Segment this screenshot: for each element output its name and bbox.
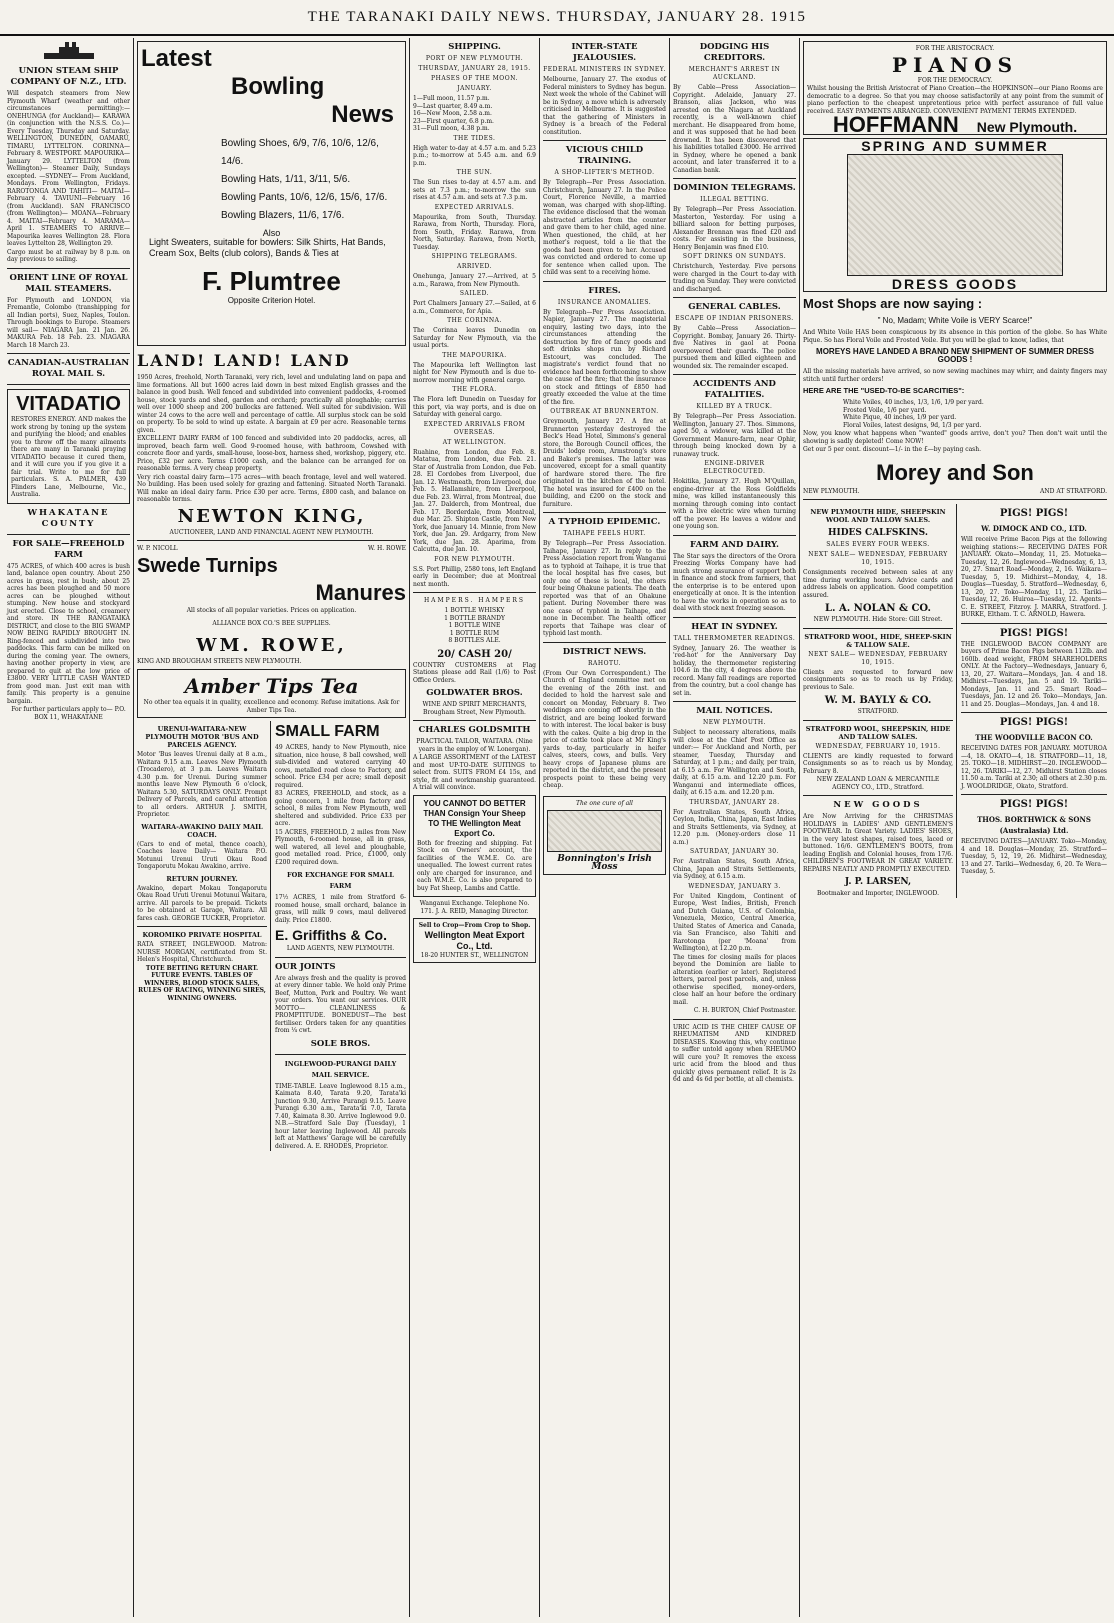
bowling-heading: Bowling <box>231 73 325 100</box>
larsen-name: J. P. LARSEN, <box>844 877 912 887</box>
wm-rowe: WM. ROWE, <box>196 634 347 656</box>
cash-price: 20/ CASH 20/ <box>437 648 512 660</box>
wednesday-body: For United Kingdom, Continent of Europe, West Indies, British, French and Dutch Guiana, U.S. of Colombia, Venezuela, Mexico, Central America, United States of America and Canada, via San Francisco, also Tahiti and Rarotonga (per 'Moana' from Wellington), at 12.20 p.m. <box>673 892 796 952</box>
price-item: Frosted Voile, 1/6 per yard. <box>843 406 927 414</box>
escape-subtitle: ESCAPE OF INDIAN PRISONERS. <box>675 315 794 322</box>
wellington-meat-ad <box>413 918 536 963</box>
moon-row: 23—First quarter, 6.8 p.m. <box>413 117 494 125</box>
sun-body: The Sun rises to-day at 4.57 a.m. and sets at 7.3 p.m.; to-morrow the sun rises at 4.57 a.m. and sets at 7.3 p.m. <box>413 179 536 201</box>
farm-dairy-title: FARM AND DAIRY. <box>690 539 779 550</box>
mail-body: Subject to necessary alterations, mails will close at the Chief Post Office as under:— For Auckland and North, per steamer, Tuesday, Thursday and Saturday, at 1 p.m.; and daily, per train, at 6.15 a.m. For Wellington and South, daily, at 6.15 a.m. and 12.20 p.m. For Wanganui and intermediate offices, daily, at 6.15 a.m. and 12.20 p.m. <box>673 729 796 796</box>
hides-title: HIDES CALFSKINS. <box>828 528 928 538</box>
new-goods-title: NEW GOODS <box>833 800 923 810</box>
return-title: RETURN JOURNEY. <box>166 874 238 883</box>
small-farm-15: 15 ACRES, FREEHOLD, 2 miles from New Plymouth, 6-roomed house, all in grass, well watered, all level and ploughable, good metalled road. Price, £1000, only £200 required down. <box>275 828 406 866</box>
killed-body: By Telegraph—Per Press Association. Wellington, January 27. Thos. Simmons, aged 50, a widower, was killed at the Government Manure-farm, near Ophir, through being knocked down by a runaway truck. <box>673 413 796 458</box>
brunnerton-subtitle: OUTBREAK AT BRUNNERTON. <box>550 408 659 415</box>
news-heading: News <box>331 101 394 128</box>
koromiko-body: RATA STREET, INGLEWOOD. Matron: NURSE MORGAN, certificated from St. Helen's Hospital, Christchurch. <box>137 941 267 963</box>
bowling-items <box>141 135 402 225</box>
amber-tips-title: Amber Tips Tea <box>184 674 359 698</box>
lady-illustration <box>847 154 1063 276</box>
sailed-body: Port Chalmers January 27.—Sailed, at 6 a.m., Commerce, for Apia. <box>413 300 536 315</box>
moon-row: 9—Last quarter, 8.49 a.m. <box>413 102 493 110</box>
column-5 <box>670 38 800 1617</box>
irish-moss-ad <box>543 796 666 876</box>
column-3 <box>410 38 540 1617</box>
telegrams-title: SHIPPING TELEGRAMS. <box>431 253 518 260</box>
dimock-name: W. DIMOCK AND CO., LTD. <box>981 524 1087 533</box>
price-list <box>803 399 1107 429</box>
uric-ad: URIC ACID IS THE CHIEF CAUSE OF RHEUMATISM AND KINDRED DISEASES. Knowing this, why continue to suffer untold agony when RHEUMO will cure you? It removes the excess uric acid from the blood and thus quickly gives permanent relief. It is 2s 6d and 4s 6d per bottle, at all chemists. <box>673 1023 796 1083</box>
democracy-label: FOR THE DEMOCRACY. <box>917 76 993 84</box>
country-note: COUNTRY CUSTOMERS at Flag Stations please add Rail (1/6) to Post Office Orders. <box>413 661 536 684</box>
dodging-body: By Cable—Press Association—Copyright. Adelaide, January 27. Branson, alias Jackson, who was arrested on the Niagara at Auckland recently, is a well-known chief merchant. He disappeared from home, and it was supposed that he had been drowned. It has been discovered that his liabilities totalled £3000. He arrived in Sydney, where he opened a bank account, and later transferred it to a Canadian bank. <box>673 84 796 174</box>
overseas-title: EXPECTED ARRIVALS FROM OVERSEAS. <box>423 420 526 436</box>
corinna-title: THE CORINNA. <box>447 317 502 324</box>
stratford-sales2-title: STRATFORD WOOL, SHEEPSKIN, HIDE AND TALLOW SALES. <box>805 724 951 741</box>
masthead: THE TARANAKI DAILY NEWS. THURSDAY, JANUARY 28. 1915 <box>0 0 1114 36</box>
arrived-body: Onehunga, January 27.—Arrived, at 5 a.m., Rarawa, from New Plymouth. <box>413 273 536 288</box>
scarcities-title: HERE ARE THE "USED-TO-BE SCARCITIES": <box>803 386 965 395</box>
sales-every: SALES EVERY FOUR WEEKS. <box>826 541 930 548</box>
tote-chart: TOTE BETTING RETURN CHART. FUTURE EVENTS. TABLES OF WINNERS, BLOOD STOCK SALES, RULES OF RACING, WINNING SIRES, WINNING OWNERS. <box>138 964 266 1002</box>
farm-title: FOR SALE—FREEHOLD FARM <box>12 538 125 560</box>
corinna-body: The Corinna leaves Dunedin on Saturday for New Plymouth, via the usual ports. <box>413 327 536 349</box>
vicious-title: VICIOUS CHILD TRAINING. <box>565 145 644 166</box>
heat-body: Sydney, January 26. The weather is 'red-hot' for the Anniversary Day holiday, the thermometer registering 104.6 in the city, 4 degrees above the record. Many fall readings are reported from the country, but a cool change has set in. <box>673 644 796 697</box>
griffiths-sub: LAND AGENTS, NEW PLYMOUTH. <box>286 945 395 952</box>
rowe-address: KING AND BROUGHAM STREETS NEW PLYMOUTH. <box>137 657 302 665</box>
bowling-item: Bowling Hats, 1/11, 3/11, 5/6. <box>221 174 351 185</box>
illegal-subtitle: ILLEGAL BETTING. <box>700 196 769 203</box>
plumtree-sub: Opposite Criterion Hotel. <box>227 296 316 305</box>
joints-body: Are always fresh and the quality is proved at every dinner table. We hold only Prime Beef, Mutton, Pork and Poultry. We want your orders. You want our services. OUR MOTTO— CLEANLINESS & PROMPTITUDE. BONEDUST—The best fertiliser. Orders taken for any quantities from ¼ cwt. <box>275 974 406 1034</box>
sun-title: THE SUN. <box>456 169 493 176</box>
moon-month: JANUARY. <box>457 85 492 92</box>
union-title: UNION STEAM SHIP COMPANY OF N.Z., LTD. <box>10 66 127 87</box>
thursday-body: For Australian States, South Africa, Ceylon, India, China, Japan, East Indies and Straits Settlements, via Sydney, at 12.20 p.m. (Money-orders close 11 a.m.) <box>673 808 796 846</box>
land-body-2: EXCELLENT DAIRY FARM of 100 fenced and subdivided into 20 paddocks, acres, all improved, beach farm well. Good 9-roomed house, with bathroom, Cowshed with concrete floor and yards, small-house, loose-box, harness shed, workshop, piggery, etc. Price, £32 per acre. Terms £1000 cash, and the balance can be arranged for on reasonable terms. A very cheap property. <box>137 435 406 472</box>
alliance-note: ALLIANCE BOX CO.'S BEE SUPPLIES. <box>212 620 331 627</box>
consign-body: Consignments received between sales at any time during working hours. Advice cards and address labels on application. Good competition assured. <box>803 569 953 599</box>
sailed-title: SAILED. <box>459 290 490 297</box>
joints-title: OUR JOINTS <box>275 961 336 972</box>
canadian-title: CANADIAN-AUSTRALIAN ROYAL MAIL S. <box>7 358 130 379</box>
small-farm-17: 17½ ACRES, 1 mile from Stratford 6-roomed house, small orchard, balance in grass, will milk 9 cows, maul delivered daily. Price £1800. <box>275 894 406 924</box>
farm-body: 475 ACRES, of which 400 acres is bush land, balance open country. About 250 acres in grass, rest in bush; about 25 acres has been ploughed and 50 more acres can be ploughed without stumping. New house and stockyard just erected. Close to school, creamery and store. IN THE RANGATAIKA DISTRICT, and close to the BIG SWAMP NOW BEING RAPIDLY BROUGHT IN. Ring-fenced and subdivided into two paddocks. This farm can be milked on during the coming year. The owners, having another property in view, are prepared to quit at the low price of £3800. VERY LITTLE CASH WANTED from good man. Just exit man with family. This property is a genuine bargain. <box>7 562 130 705</box>
land-body-1: 1950 Acres, freehold, North Taranaki, very rich, level and undulating land on papa and lime formations. All but 1600 acres laid down in best mixed English grasses and the balance in good bush. Well fenced and subdivided into convenient paddocks, 4-roomed house, stock yards and shed, garden and orchard; practically all ploughable; carries well over 1000 sheep and 200 bullocks are fattened. Well suited for subdivision. Will winter 24 cows to the acre well and percentage of cattle. All surplus stock can be sold on property. To be sold to wind up estate. A bargain at £9 per acre. Reasonable terms given. <box>137 374 406 434</box>
column-6 <box>800 38 1110 1617</box>
farm-dairy-body: The Star says the directors of the Orora Freezing Works Company have had much strong assurance of support both in finance and stock from farmers, that the enterprise is to be entered upon energetically at once. It is the intention to have the works in operation so as to deal with stock next freezing season. <box>673 552 796 612</box>
saturday-subtitle: SATURDAY, JANUARY 30. <box>689 848 780 855</box>
wednesday-subtitle: WEDNESDAY, JANUARY 3. <box>688 882 781 890</box>
shipping-title: SHIPPING. <box>448 42 501 52</box>
sales-column <box>803 504 957 898</box>
heat-title: HEAT IN SYDNEY. <box>691 621 778 632</box>
overseas-body: Ruahine, from London, due Feb. 8. Matatua, from London, due Feb. 21. Star of Australia from London, due Feb. 28. El Cordobes from Liverpool, due Jan. 12. Westmeath, from Liverpool, due Feb. 5. Hallamshire, from Liverpool, due Feb. 23. Wirral, from Montreal, due Jan. 27. Dalderch, from Montreal, due Feb. 17. Borderdale, from Montreal, due Mar. 25. Shipton Castle, from New York, due January 14. Minnie, from New York, due Jan. 29. Ardgarry, from New York, due Jan. 28. Aparima, from Calcutta, due Jan. 10. <box>413 448 536 553</box>
pigs-title-4: PIGS! PIGS! <box>999 799 1069 810</box>
column-4 <box>540 38 670 1617</box>
clients-note-2: CLIENTS are kindly requested to forward Consignments so as to reach us by Monday, February 8. <box>803 752 953 775</box>
pigs-title-1: PIGS! PIGS! <box>999 508 1069 519</box>
soft-drinks-subtitle: SOFT DRINKS ON SUNDAYS. <box>682 253 787 260</box>
flora-body: The Flora left Dunedin on Tuesday for this port, via way ports, and is due on Saturday with general cargo. <box>413 396 536 418</box>
insurance-subtitle: INSURANCE ANOMALIES. <box>557 298 652 306</box>
price-item: White Voiles, 40 inches, 1/3, 1/6, 1/9 per yard. <box>843 399 984 406</box>
nolan-name: L. A. NOLAN & CO. <box>824 603 932 614</box>
mail-notices-title: MAIL NOTICES. <box>696 706 773 716</box>
small-farm-83: 83 ACRES, FREEHOLD, and stock, as a going concern, 1 mile from factory and school, 8 miles from New Plymouth, well sheltered and subdivided. Price £33 per acre. <box>275 790 406 827</box>
fires-title: FIRES. <box>588 285 621 296</box>
typhoid-title: A TYPHOID EPIDEMIC. <box>548 517 661 527</box>
merchant-subtitle: MERCHANT'S ARREST IN AUCKLAND. <box>688 66 781 81</box>
tides-body: High water to-day at 4.57 a.m. and 5.23 p.m.; to-morrow at 5.45 a.m. and 6.9 p.m. <box>413 144 536 167</box>
newton-king: NEWTON KING, <box>177 505 366 527</box>
soft-drinks-body: Christchurch, Yesterday. Five persons were charged in the Court to-day with trading on Sunday. They were convicted and discharged. <box>673 263 796 293</box>
also-label: Also <box>262 228 281 238</box>
crop-title: Sell to Crop—From Crop to Shop. <box>418 922 531 929</box>
small-farm-49: 49 ACRES, handy to New Plymouth, nice situation, nice house, 8 ball cowshed, well sub-divided and watered carrying 40 cows, metalled road close to Factory, and school. Price £34 per acre; small deposit required. <box>275 744 406 789</box>
new-goods-body: Are Now Arriving for the CHRISTMAS HOLIDAYS in LADIES' AND GENTLEMEN'S FOOTWEAR. In Great Variety. LADIES' SHOES, in the very latest shapes, raised toes, laced or buttoned. 16/6. GENTLEMEN'S BOOTS, from leading English and Colonial houses, from 17/6. CHILDREN'S FOOTWEAR IN GREAT VARIETY. REPAIRS NEATLY AND PROMPTLY EXECUTED. <box>803 813 953 873</box>
goldwater-sub: WINE AND SPIRIT MERCHANTS, Brougham Street, New Plymouth. <box>422 701 527 716</box>
mapourika-body: The Mapourika left Wellington last night for New Plymouth and is due to-morrow morning with general cargo. <box>413 361 536 384</box>
engine-subtitle: ENGINE-DRIVER ELECTROCUTED. <box>703 460 766 475</box>
hamper-item: 1 BOTTLE RUM <box>449 629 500 637</box>
borthwick-body: RECEIVING DATES—JANUARY. Toko—Monday, 4 and 18. Douglas—Monday, 25. Stratford—Tuesday, 5, 12, 19, 26. Midhirst—Wednesday, 13 and 27. Tariki—Wednesday, 6, 20. Te Wera—Tuesday, 5. <box>961 838 1107 875</box>
steamship-icon <box>39 40 99 62</box>
borthwick-name: THOS. BORTHWICK & SONS (Australasia) Ltd. <box>977 815 1091 835</box>
woodville-body: RECEIVING DATES FOR JANUARY. MOTUROA—4, 18. OKATO—4, 18. STRATFORD—11, 18, 25. TOKO—18. MIDHIRST—20. INGLEWOOD—12, 26. TARIKI—12, 27. Midhirst Station closes 11.50 a.m. Tariki at 2.30; all others at 2.30 p.m. J. WOOLDRIDGE, Okato, Stratford. <box>961 745 1107 790</box>
hamper-item: 8 BOTTLES ALE. <box>448 637 501 644</box>
inglewood-mail-title: INGLEWOOD-PURANGI DAILY MAIL SERVICE. <box>284 1059 397 1079</box>
general-title: GENERAL CABLES. <box>688 302 781 312</box>
motor-body: Motor 'Bus leaves Urenui daily at 8 a.m., Waitara 9.15 a.m. Leaves New Plymouth (Trocadero), at 3 p.m. Leaves Waitara 4.30 p.m. for Urenui. During summer months leave New Plymouth 6 o'clock, Waitara 5.30, SATURDAYS ONLY. Prompt Delivery of Parcels, and careful attention to all orders. ARTHUR J. SMITH, Proprietor. <box>137 751 267 818</box>
discount-text: Get our 5 per cent. discount—1/- in the £—by paying cash. <box>803 446 982 453</box>
killed-subtitle: KILLED BY A TRUCK. <box>696 403 773 410</box>
nz-loan: NEW ZEALAND LOAN & MERCANTILE AGENCY CO., LTD., Stratford. <box>816 776 940 791</box>
land-body-3: Very rich coastal dairy farm—175 acres—with beach frontage, level and well watered. No building. Has been used solely for grazing and fattening. Situated North Taranaki. Will make an ideal dairy farm. Price £30 per acre. Terms, £800 cash, and balance on reasonable terms. <box>137 473 406 503</box>
newton-sub: AUCTIONEER, LAND AND FINANCIAL AGENT NEW PLYMOUTH. <box>169 528 374 536</box>
for-np-title: FOR NEW PLYMOUTH. <box>434 555 515 563</box>
goldsmith-name: CHARLES GOLDSMITH <box>418 725 531 735</box>
fires-body: By Telegraph—Per Press Association. Napier, January 27. The magisterial enquiry, lasting two days, into the circumstances attending the destruction by fire of fancy goods and soft drinks shops run by Richard Estcourt, was concluded. The magistrate's verdict found that no evidence had been forthcoming to show the cause of the fire; that the insurance on stock and fittings of £850 had greatly exceeded the value at the time of the fire. <box>543 308 666 406</box>
wanganui-note: Wanganui Exchange. Telephone No. 171. J. A. REID, Managing Director. <box>419 900 530 915</box>
also-text: Light Sweaters, suitable for bowlers: Silk Shirts, Hat Bands, Cream Sox, Belts (club colors), Bands & Ties at <box>149 237 386 258</box>
hamper-item: 1 BOTTLE WINE <box>448 622 501 629</box>
larsen-sub: Bootmaker and Importer, INGLEWOOD. <box>816 890 940 897</box>
stratford-wool-title: STRATFORD WOOL, HIDE, SHEEP-SKIN & TALLOW SALE. <box>804 632 952 649</box>
consign-body: Both for freezing and shipping. Fat Stock on Owners' account, the facilities of the W.M.E. Co. are unequalled. The lowest current rates only are charged for insurance, and each W.M.E. Co. is also prepared to buy Fat Sheep, Lambs and Cattle. <box>417 839 532 892</box>
taihape-subtitle: TAIHAPE FEELS HURT. <box>563 530 646 537</box>
bowling-item: Bowling Blazers, 11/6, 17/6. <box>221 210 345 221</box>
hoffmann-name: HOFFMANN <box>832 112 959 137</box>
union-body: Will despatch steamers from New Plymouth Wharf (weather and other circumstances permitting):— ONEHUNGA (for Auckland)— KARAWA (in conjunction with the N.S.S. Co.)—Every Tuesday, Thursday and Saturday. WELLINGTON, DUNEDIN, OAMARU, TIMARU, LYTTELTON. CORINNA—February 8. WESTPORT. MAPOURIKA—January 29. LYTTELTON (from Wellington)— Steamer Daily, Sundays excepted. —SYDNEY— From Auckland, Mondays. From Wellington, Fridays. RAROTONGA AND TAHITI— MAITAI—February 4. TAVIUNI—February 16 (from Auckland). SAN FRANCISCO (from Wellington)— MOANA—February 4. MAITAI—February 4. MARAMA—April 1. STEAMERS TO ARRIVE— Mapourika leaves Wellington 28. Flora leaves Lyttelton 28, Wellington 29. <box>7 90 130 247</box>
vitadatio-ad <box>7 389 130 504</box>
price-item: White Pique, 40 inches, 1/9 per yard. <box>843 414 957 421</box>
accidents-title: ACCIDENTS AND FATALITIES. <box>693 379 776 400</box>
whakatane-title: WHAKATANE COUNTY <box>27 507 110 529</box>
thermometer-subtitle: TALL THERMOMETER READINGS. <box>673 634 796 642</box>
most-shops: Most Shops are now saying : <box>803 296 983 311</box>
vitadatio-body: RESTORES ENERGY. AND makes the work strong by toning up the system and purifying the blood; and enables you to throw off the many ailments there are many in Taranaki praying VITADATIO because it cured them, and it will cure you if you give it a fair trial. Write to me for full particulars. S. A. PALMER, 439 Flinders Lane, Melbourne, Vic., Australia. <box>11 416 126 498</box>
stocks-note: All stocks of all popular varieties. Prices on application. <box>186 606 357 614</box>
madam-quote: " No, Madam; White Voile is VERY Scarce!" <box>877 316 1033 325</box>
vitadatio-title: VITADATIO <box>16 393 121 415</box>
wellington-meat-addr: 18-20 HUNTER ST., WELLINGTON <box>420 951 529 959</box>
nicoll-name: W. P. NICOLL <box>137 545 178 552</box>
flora-title: THE FLORA. <box>452 386 497 393</box>
goldwater-name: GOLDWATER BROS. <box>426 688 523 698</box>
moon-row: 16—New Moon, 2.58 a.m. <box>413 110 492 117</box>
shipping-date: THURSDAY, JANUARY 28, 1915. <box>418 65 531 72</box>
dominion-title: DOMINION TELEGRAMS. <box>673 183 796 193</box>
hampers-title: HAMPERS. HAMPERS <box>423 597 526 604</box>
sole-bros: SOLE BROS. <box>310 1038 371 1049</box>
spring-summer-title: SPRING AND SUMMER <box>861 138 1049 154</box>
morey-name: Morey and Son <box>876 459 1034 485</box>
hoffmann-location: New Plymouth. <box>976 119 1078 135</box>
dodging-title: DODGING HIS CREDITORS. <box>699 42 770 63</box>
moon-rows <box>413 95 536 133</box>
mail-np-subtitle: NEW PLYMOUTH. <box>702 719 767 726</box>
shoplifter-subtitle: A SHOP-LIFTER'S METHOD. <box>554 169 655 176</box>
pianos-ad <box>803 41 1107 135</box>
hamper-items <box>413 607 536 645</box>
woodville-name: THE WOODVILLE BACON CO. <box>975 733 1093 742</box>
latest-heading: Latest <box>141 45 212 72</box>
rowe-name: W. H. ROWE <box>368 545 406 552</box>
moreys-body: All the missing materials have arrived, so now sewing machines may whirr, and dainty fingers may stitch until further orders! <box>803 368 1107 383</box>
consign-heading: YOU CANNOT DO BETTER THAN Consign Your Sheep TO THE Wellington Meat Export Co. <box>423 798 526 838</box>
pianos-title: PIANOS <box>891 52 1019 77</box>
mail-body: For Plymouth and LONDON, via Fremantle, Colombo (transhipping for all Indian ports), Suez, Naples, Toulon. Through bookings to Europe. Steamers will sail— NIAGARA Jan. 21 Jan. 26. MAKURA Feb. 18 Feb. 23. NIAGARA March 18 March 23. <box>7 296 130 349</box>
amber-tips-ad <box>137 669 406 718</box>
escape-body: By Cable—Press Association—Copyright. Bombay, January 26. Thirty-five Natives in gaol at Poona overpowered their guards. The police pursued them and killed eighteen and wounded six. The remainder escaped. <box>673 325 796 370</box>
nolan-sub: NEW PLYMOUTH. Hide Store: Gill Street. <box>813 616 943 623</box>
goldsmith-sub: PRACTICAL TAILOR, WAITARA. (Nine years in the employ of W. Lonergan). <box>416 738 533 753</box>
pigs-title-2: PIGS! PIGS! <box>999 627 1069 639</box>
burton-signature: C. H. BURTON, Chief Postmaster. <box>693 1007 796 1014</box>
hamper-item: 1 BOTTLE WHISKY <box>444 607 505 614</box>
moon-row: 1—Full moon, 11.57 p.m. <box>413 95 490 102</box>
koromiko-title: KOROMIKO PRIVATE HOSPITAL <box>142 931 262 939</box>
small-farm-title: SMALL FARM <box>275 723 380 740</box>
dimock-body: Will receive Prime Bacon Pigs at the following weighing stations:— RECEIVING DATES FOR JANUARY. Okato—Monday, 11, 25. Motueka—Tuesday, 12, 26. Inglewood—Wednesday, 6, 13, 20, 27. Smart Road—Monday, 2, 16. Waikara—Tuesday, 5, 19. Midhirst—Monday, 4, 18. Douglas—Tuesday, 5. Stratford—Wednesday, 6, 13, 20, 27. Toko—Monday, 11, 25. Tariki—Tuesday, 12, 26. Huiroa—Tuesday, 12. Agents— C. E. STREET, Fitzroy. J. MARRA, Stratford. J. BURKE, Eltham. T. C. ARNOLD, Hawera. <box>961 536 1107 618</box>
thursday-subtitle: THURSDAY, JANUARY 28. <box>689 798 780 806</box>
goldsmith-body: A LARGE ASSORTMENT of the LATEST and most UP-TO-DATE SUITINGS to select from. SUITS FROM £4 15s, and style, fit and workmanship guaranteed. A trial will convince. <box>413 754 536 791</box>
now-you-text: Now, you know what happens when "wanted" goods arrive, don't you? Then don't wait until the showing is sadly depleted! Come NOW! <box>803 430 1107 445</box>
district-body: (From Our Own Correspondent.) The Church of England committee met on the evening of the 26th inst. and decided to hold the harvest sale and concert on Monday, February 8. Two weddings are coming off shortly in the district, and are being looked forward to with interest. The local baker is busy with the cakes. Quite a big drop in the price of cattle took place at Mr King's yards to-day, particularly in heifer calves, steers, cows, and bulls. Very heavy crops of Japanese plums are reported in the district, and the present prospects point to these being very cheap. <box>543 669 666 789</box>
bowling-item: Bowling Shoes, 6/9, 7/6, 10/6, 12/6, 14/6. <box>221 138 379 167</box>
swede-turnips: Swede Turnips <box>137 554 278 577</box>
irish-moss-tagline: The one cure of all <box>576 799 633 807</box>
vicious-body: By Telegraph—Per Press Association. Christchurch, January 27. In the Police Court, Florence Neville, a married woman, was charged with shop-lifting. The evidence disclosed that the woman abstracted articles from the counter and gave them to her child, aged nine. When questioned, the child, at her mother's request, told a lie that the goods had been given to her. Accused was convicted and ordered to come up for sentence when called upon. The child was sent to a receiving home. <box>543 179 666 276</box>
morey-stratford: AND AT STRATFORD. <box>1040 487 1107 495</box>
pigs-title-3: PIGS! PIGS! <box>999 717 1069 728</box>
brunnerton-body: Greymouth, January 27. A fire at Brunnerton yesterday destroyed the Beck's Head Hotel, Simmons's general store, the Borough Council offices, the Druids' lodge room, Armstrong's store and Baker's premises. The latter was uncovered, except for a small quantity of hardware stored there. The fire originated in the kitchen of the hotel. The hotel was insured for £400 on the building, and £200 on the stock and furniture. <box>543 418 666 508</box>
district-title: DISTRICT NEWS. <box>562 646 647 657</box>
land-title: LAND! LAND! LAND <box>137 351 351 370</box>
bayly-name: W. M. BAYLY & CO. <box>824 695 932 706</box>
inglewood-bacon: THE INGLEWOOD BACON COMPANY are buyers of Prime Bacon Pigs between 112lb. and 160lb. dead weight, FROM SHAREHOLDERS ONLY. At the Factory—Wednesdays, January 6, 13, 20, 27. Waitara—Mondays, Jan. 4 and 18. Midhirst—Tuesdays, Jan. 5 and 19. Tariki—Mondays, Jan. 11 and 25. Smart Road—Tuesdays, Jan. 12 and 26. Toko—Mondays, Jan. 11 and 25. Douglas—Mondays, Jan. 4 and 18. <box>961 640 1107 708</box>
motor-column <box>137 721 271 1151</box>
inglewood-mail-body: TIME-TABLE. Leave Inglewood 8.15 a.m., Kaimata 8.40, Tarata 9.20, Tarata'ki Junction 9.30, Arrive Purangi 9.15. Leave Purangi 6.30 a.m., Tarata'ki 7.0, Tarata 7.40, Kaimata 8.30. Arrive Inglewood 9.0. N.B.—Stratford Sale Day (Tuesday), 1 hour later leaving Inglewood. All parcels left at Matthews' Garage will be carefully delivered. A. E. RHODES, Proprietor. <box>275 1082 406 1150</box>
interstate-body: Melbourne, January 27. The exodus of Federal ministers to Sydney has begun. Next week the whole of the Cabinet will be in Sydney, a move which is adversely criticised in Melbourne. It is suggested that the gathering of Ministers in Sydney is a breach of the Federal constitution. <box>543 76 666 136</box>
price-item: Floral Voiles, latest designs, 9d, 1/3 per yard. <box>843 421 982 429</box>
tides-title: THE TIDES. <box>453 134 496 142</box>
typhoid-body: By Telegraph—Per Press Association. Taihape, January 27. In reply to the Press Association report from Wanganui as to typhoid at Taihape, it is true that the local hospital has five cases, but only one of these is local, the others four being Ohakune patients. The death reported was that of an Ohakune patient. During November there was one case of typhoid in Taihape, and none in December. The health officer reports that Taihape was clear of typhoid last month. <box>543 540 666 637</box>
amber-tips-sub: No other tea equals it in quality, excellence and economy. Refuse imitations. Ask for Amber Tips Tea. <box>143 699 400 714</box>
bowling-item: Bowling Pants, 10/6, 12/6, 15/6, 17/6. <box>221 192 388 203</box>
bayly-sub: STRATFORD. <box>857 708 899 715</box>
moreys-landed: MOREYS HAVE LANDED A BRAND NEW SHIPMENT OF SUMMER DRESS GOODS ! <box>816 347 1094 364</box>
next-sale-2: NEXT SALE— WEDNESDAY, FEBRUARY 10, 1915. <box>808 650 948 666</box>
port-title: PORT OF NEW PLYMOUTH. <box>425 55 524 62</box>
wed-feb: WEDNESDAY, FEBRUARY 10, 1915. <box>815 742 941 750</box>
saturday-body: For Australian States, South Africa, China, Japan and Straits Settlements, via Sydney, at 6.15 a.m. <box>673 858 796 880</box>
clients-note: Clients are requested to forward new consignments so as to reach us by Friday, previous to Sale. <box>803 668 953 691</box>
illegal-body: By Telegraph—Per Press Association. Masterton, Yesterday. For using a billiard saloon for betting purposes, Alexander Brennan was fined £20 and costs. For assisting in the business, Henry Benjamin was fined £10. <box>673 206 796 251</box>
hamper-item: 1 BOTTLE BRANDY <box>444 614 505 622</box>
griffiths-name: E. Griffiths & Co. <box>275 927 387 943</box>
bowling-ad <box>137 41 406 346</box>
dress-goods-ad <box>803 138 1107 292</box>
farm-footer: For further particulars apply to— P.O. BOX 11, WHAKATANE <box>11 706 126 721</box>
column-1 <box>4 38 134 1617</box>
plumtree-name: F. Plumtree <box>202 266 341 296</box>
piano-body: Whilst housing the British Aristocrat of Piano Creation—the HOPKINSON—our Piano Rooms are democratic to a degree. So that you may choose satisfactorily at any point from the summit of piano perfection to the cheapest unpretentious price with perfect assurance of full value received. EASY PAYMENTS ARRANGED. CONVENIENT PAYMENT TERMS EXTENDED. <box>807 85 1103 115</box>
engine-body: Hokitika, January 27. Hugh M'Quillan, engine-driver at the Ross Goldfields mine, was killed instantaneously this morning through coming into contact with a live electric wire when turning off the power. He leaves a widow and one young son. <box>673 478 796 530</box>
next-sale: NEXT SALE— WEDNESDAY, FEBRUARY 10, 1915. <box>808 551 948 566</box>
motor-title: URENUI-WAITARA-NEW PLYMOUTH MOTOR 'BUS AND PARCELS AGENCY. <box>145 725 259 749</box>
irish-moss-name: Bonnington's Irish Moss <box>557 854 652 872</box>
at-wellington: AT WELLINGTON. <box>442 438 507 446</box>
manures: Manures <box>315 579 406 605</box>
arrived-title: ARRIVED. <box>457 263 492 270</box>
expected-title: EXPECTED ARRIVALS. <box>434 203 515 211</box>
coach-body: (Cars to end of metal, thence coach), Coaches leave Daily— Waitara P.O. Motunui Urenui Uruti Okau Road Tongaporutu Mokau Awakino, arrive. <box>137 840 267 870</box>
moon-title: PHASES OF THE MOON. <box>431 75 518 82</box>
dress-goods-title: DRESS GOODS <box>891 276 1019 292</box>
sales-title: NEW PLYMOUTH HIDE, SHEEPSKIN WOOL AND TALLOW SALES. <box>810 508 946 524</box>
rahotu-subtitle: RAHOTU. <box>588 659 621 667</box>
wellington-meat-name: Wellington Meat Export Co., Ltd. <box>424 929 525 951</box>
morey-np: NEW PLYMOUTH. <box>803 487 860 495</box>
closing-note: The times for closing mails for places beyond the Dominion are liable to alteration (earlier or later). Registered letters, parcel post parcels, and, unless otherwise specified, money-orders, close half an hour before the ordinary mail. <box>673 953 796 1006</box>
irish-moss-illustration <box>547 810 662 852</box>
moon-row: 31—Full moon, 4.38 p.m. <box>413 125 490 132</box>
return-body: Awakino, depart Mokau Tongaporutu Okau Road Uruti Urenui Motunui Waitara, arrive. All parcels to be prepaid. Tickets to be obtained at Garage, Waitara. All fares cash. GEORGE TUCKER, Proprietor. <box>137 884 267 922</box>
aristocracy-label: FOR THE ARISTOCRACY. <box>915 45 995 52</box>
coach-title: WAITARA-AWAKINO DAILY MAIL COACH. <box>141 822 263 839</box>
column-2 <box>134 38 410 1617</box>
for-np-body: S.S. Port Phillip, 2580 tons, left England early in December; due at Montreal next month. <box>413 565 536 588</box>
expected-body: Mapourika, from South, Thursday. Rarawa, from North, Thursday. Flora, from South, Friday. Rarawa, from North, Saturday. Rarawa, from North, Tuesday. <box>413 213 536 251</box>
interstate-title: INTER-STATE JEALOUSIES. <box>571 42 638 63</box>
federal-subtitle: FEDERAL MINISTERS IN SYDNEY. <box>543 66 666 73</box>
consign-ad <box>413 795 536 898</box>
mapourika-title: THE MAPOURIKA. <box>442 351 507 359</box>
cargo-note: Cargo must be at railway by 8 p.m. on day previous to sailing. <box>7 248 130 263</box>
voile-body: And White Voile HAS been conspicuous by its absence in this portion of the globe. So has White Pique. So has Floral Voile and Frosted Voile. But you will be glad to know, ladies, that <box>803 329 1107 344</box>
exchange-title: FOR EXCHANGE FOR SMALL FARM <box>287 871 394 890</box>
mail-title: ORIENT LINE OF ROYAL MAIL STEAMERS. <box>9 272 128 294</box>
